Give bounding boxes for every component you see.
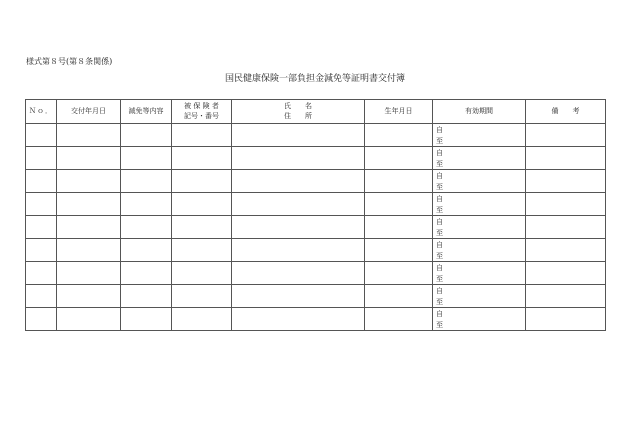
table-row <box>26 239 606 262</box>
cell-validity <box>433 216 526 239</box>
cell-issue-date <box>57 239 121 262</box>
cell-no <box>26 170 57 193</box>
cell-reduction-content <box>121 308 172 331</box>
validity-from-label: 自 <box>436 241 443 249</box>
validity-from-label: 自 <box>436 287 443 295</box>
cell-insured-number <box>172 193 232 216</box>
register-rows <box>26 124 606 331</box>
cell-issue-date <box>57 308 121 331</box>
cell-remarks <box>526 239 606 262</box>
header-issue-date: 交付年月日 <box>57 100 121 124</box>
cell-reduction-content <box>121 124 172 147</box>
cell-birth-date <box>365 170 433 193</box>
cell-no <box>26 216 57 239</box>
cell-validity <box>433 147 526 170</box>
cell-no <box>26 308 57 331</box>
cell-reduction-content <box>121 239 172 262</box>
table-row <box>26 124 606 147</box>
cell-name-address <box>232 216 365 239</box>
cell-birth-date <box>365 285 433 308</box>
cell-birth-date <box>365 124 433 147</box>
header-no: Ｎｏ． <box>26 100 57 124</box>
cell-validity <box>433 262 526 285</box>
cell-birth-date <box>365 147 433 170</box>
cell-insured-number <box>172 308 232 331</box>
header-remarks: 備 考 <box>526 100 606 124</box>
cell-issue-date <box>57 193 121 216</box>
cell-reduction-content <box>121 170 172 193</box>
header-insured-line1: 被 保 険 者 <box>184 102 219 111</box>
validity-to-label: 至 <box>436 252 443 260</box>
table-row <box>26 193 606 216</box>
cell-name-address <box>232 239 365 262</box>
header-insured-line2: 記号・番号 <box>184 111 219 120</box>
cell-no <box>26 124 57 147</box>
header-row <box>26 100 606 124</box>
validity-to-label: 至 <box>436 275 443 283</box>
cell-name-address <box>232 147 365 170</box>
table-row <box>26 262 606 285</box>
cell-validity <box>433 124 526 147</box>
form-number: 様式第８号(第８条関係) <box>26 57 113 66</box>
cell-name-address <box>232 262 365 285</box>
validity-to-label: 至 <box>436 321 443 329</box>
cell-issue-date <box>57 262 121 285</box>
validity-from-label: 自 <box>436 149 443 157</box>
header-validity: 有効期間 <box>433 100 526 124</box>
cell-insured-number <box>172 216 232 239</box>
cell-name-address <box>232 124 365 147</box>
table-row <box>26 170 606 193</box>
cell-birth-date <box>365 193 433 216</box>
cell-no <box>26 193 57 216</box>
validity-to-label: 至 <box>436 298 443 306</box>
cell-remarks <box>526 193 606 216</box>
cell-issue-date <box>57 285 121 308</box>
cell-insured-number <box>172 124 232 147</box>
cell-no <box>26 239 57 262</box>
cell-no <box>26 285 57 308</box>
cell-validity <box>433 193 526 216</box>
cell-insured-number <box>172 147 232 170</box>
validity-from-label: 自 <box>436 195 443 203</box>
register-table <box>25 99 606 331</box>
cell-name-address <box>232 308 365 331</box>
cell-remarks <box>526 147 606 170</box>
cell-remarks <box>526 262 606 285</box>
cell-name-address <box>232 193 365 216</box>
table-row <box>26 285 606 308</box>
cell-validity <box>433 308 526 331</box>
cell-remarks <box>526 124 606 147</box>
cell-name-address <box>232 285 365 308</box>
cell-issue-date <box>57 124 121 147</box>
header-reduction-content: 減免等内容 <box>121 100 172 124</box>
header-insured-number <box>172 100 232 124</box>
cell-insured-number <box>172 262 232 285</box>
validity-to-label: 至 <box>436 229 443 237</box>
table-row <box>26 308 606 331</box>
cell-birth-date <box>365 262 433 285</box>
validity-from-label: 自 <box>436 218 443 226</box>
cell-reduction-content <box>121 147 172 170</box>
cell-validity <box>433 170 526 193</box>
header-name-address <box>232 100 365 124</box>
cell-remarks <box>526 285 606 308</box>
cell-insured-number <box>172 285 232 308</box>
cell-birth-date <box>365 308 433 331</box>
cell-issue-date <box>57 170 121 193</box>
cell-insured-number <box>172 239 232 262</box>
cell-remarks <box>526 170 606 193</box>
document-title: 国民健康保険一部負担金減免等証明書交付簿 <box>224 74 405 84</box>
validity-from-label: 自 <box>436 310 443 318</box>
cell-reduction-content <box>121 216 172 239</box>
validity-to-label: 至 <box>436 183 443 191</box>
validity-from-label: 自 <box>436 172 443 180</box>
cell-remarks <box>526 216 606 239</box>
cell-issue-date <box>57 147 121 170</box>
cell-remarks <box>526 308 606 331</box>
validity-to-label: 至 <box>436 206 443 214</box>
cell-name-address <box>232 170 365 193</box>
header-address: 住 所 <box>284 111 312 120</box>
cell-reduction-content <box>121 193 172 216</box>
header-name: 氏 名 <box>284 102 312 111</box>
cell-reduction-content <box>121 285 172 308</box>
validity-to-label: 至 <box>436 160 443 168</box>
cell-no <box>26 147 57 170</box>
cell-reduction-content <box>121 262 172 285</box>
cell-insured-number <box>172 170 232 193</box>
cell-validity <box>433 285 526 308</box>
header-birth-date: 生年月日 <box>365 100 433 124</box>
cell-birth-date <box>365 239 433 262</box>
validity-to-label: 至 <box>436 137 443 145</box>
cell-issue-date <box>57 216 121 239</box>
cell-birth-date <box>365 216 433 239</box>
table-row <box>26 216 606 239</box>
cell-validity <box>433 239 526 262</box>
validity-from-label: 自 <box>436 264 443 272</box>
cell-no <box>26 262 57 285</box>
table-row <box>26 147 606 170</box>
validity-from-label: 自 <box>436 126 443 134</box>
